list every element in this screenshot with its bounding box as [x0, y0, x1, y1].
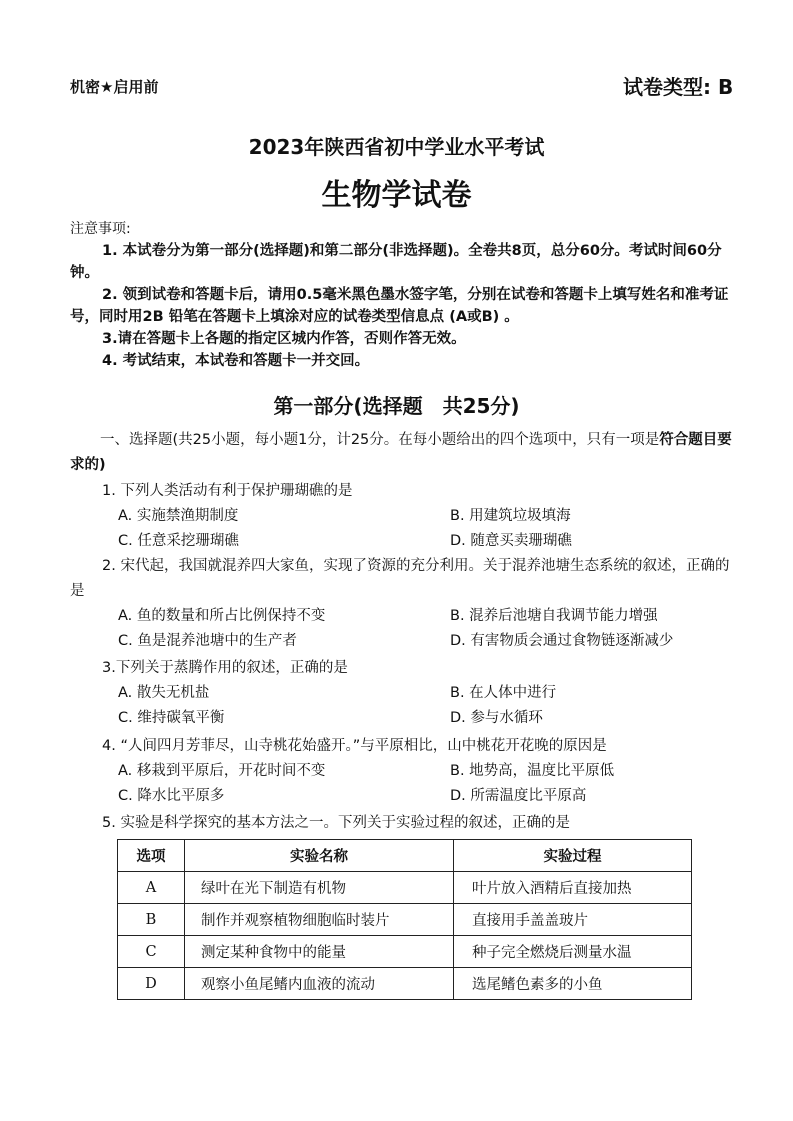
table-cell: D — [118, 968, 185, 1000]
option-c: C. 维持碳氧平衡 — [118, 710, 225, 726]
table-row — [118, 872, 692, 904]
table-row — [118, 968, 692, 1000]
option-row — [70, 604, 738, 629]
option-a: A. 实施禁渔期制度 — [118, 508, 239, 524]
table-cell: B — [118, 904, 185, 936]
table-cell: 直接用手盖盖玻片 — [454, 904, 692, 936]
confidential-label: 机密★启用前 — [70, 78, 159, 96]
table-cell: C — [118, 936, 185, 968]
table-header-row — [118, 840, 692, 872]
table-cell: 叶片放入酒精后直接加热 — [454, 872, 692, 904]
question-1 — [70, 479, 738, 554]
section-intro-bold: 符合题目要求的) — [70, 432, 732, 473]
option-a: A. 散失无机盐 — [118, 685, 210, 701]
option-b: B. 用建筑垃圾填海 — [450, 508, 571, 524]
exam-title: 2023年陕西省初中学业水平考试 — [248, 135, 545, 159]
question-5 — [70, 811, 738, 836]
notice-item: 4. 考试结束，本试卷和答题卡一并交回。 — [102, 353, 370, 369]
option-row — [70, 759, 738, 784]
table-cell: 制作并观察植物细胞临时装片 — [185, 904, 454, 936]
experiment-table — [117, 839, 692, 1000]
option-row — [70, 629, 738, 654]
table-header: 实验过程 — [454, 840, 692, 872]
option-a: A. 鱼的数量和所占比例保持不变 — [118, 608, 326, 624]
option-d: D. 参与水循环 — [450, 710, 543, 726]
table-row — [118, 904, 692, 936]
table-row — [118, 936, 692, 968]
section-intro — [70, 428, 738, 478]
option-c: C. 鱼是混养池塘中的生产者 — [118, 633, 297, 649]
table-header: 实验名称 — [185, 840, 454, 872]
notice-item: 2. 领到试卷和答题卡后，请用0.5毫米黑色墨水签字笔，分别在试卷和答题卡上填写姓名和准考证号，同时用2B 铅笔在答题卡上填涂对应的试卷类型信息点 (A或B) 。 — [70, 287, 729, 325]
question-stem: 2. 宋代起，我国就混养四大家鱼，实现了资源的充分利用。关于混养池塘生态系统的叙述，正确的是 — [70, 558, 730, 599]
notice-item: 3.请在答题卡上各题的指定区城内作答，否则作答无效。 — [102, 331, 466, 347]
option-row — [70, 784, 738, 809]
option-c: C. 降水比平原多 — [118, 788, 225, 804]
table-header: 选项 — [118, 840, 185, 872]
notice-heading: 注意事项: — [70, 221, 131, 237]
option-row — [70, 681, 738, 706]
option-b: B. 在人体中进行 — [450, 685, 557, 701]
option-b: B. 混养后池塘自我调节能力增强 — [450, 608, 658, 624]
question-stem: 5. 实验是科学探究的基本方法之一。下列关于实验过程的叙述，正确的是 — [102, 815, 570, 831]
question-stem: 3.下列关于蒸腾作用的叙述，正确的是 — [102, 660, 348, 676]
table-cell: 选尾鳍色素多的小鱼 — [454, 968, 692, 1000]
option-a: A. 移栽到平原后，开花时间不变 — [118, 763, 326, 779]
question-stem: 1. 下列人类活动有利于保护珊瑚礁的是 — [102, 483, 353, 499]
question-3 — [70, 656, 738, 731]
part-title: 第一部分(选择题 共25分) — [273, 394, 520, 418]
question-4 — [70, 734, 738, 809]
option-d: D. 所需温度比平原高 — [450, 788, 587, 804]
subject-title: 生物学试卷 — [321, 178, 472, 213]
question-2 — [70, 554, 738, 654]
table-cell: A — [118, 872, 185, 904]
table-cell: 测定某种食物中的能量 — [185, 936, 454, 968]
paper-type-label: 试卷类型: B — [623, 75, 734, 99]
option-d: D. 随意买卖珊瑚礁 — [450, 533, 572, 549]
option-c: C. 任意采挖珊瑚礁 — [118, 533, 239, 549]
table-cell: 绿叶在光下制造有机物 — [185, 872, 454, 904]
option-d: D. 有害物质会通过食物链逐渐减少 — [450, 633, 674, 649]
option-row — [70, 504, 738, 529]
section-intro-text: 一、选择题(共25小题，每小题1分，计25分。在每小题给出的四个选项中，只有一项是 — [100, 432, 660, 448]
notice-block — [70, 218, 740, 372]
table-cell: 种子完全燃烧后测量水温 — [454, 936, 692, 968]
question-stem: 4. “人间四月芳菲尽，山寺桃花始盛开。”与平原相比，山中桃花开花晚的原因是 — [102, 738, 607, 754]
notice-item: 1. 本试卷分为第一部分(选择题)和第二部分(非选择题)。全卷共8页，总分60分。考试时间60分钟。 — [70, 243, 722, 281]
option-b: B. 地势高，温度比平原低 — [450, 763, 615, 779]
option-row — [70, 706, 738, 731]
option-row — [70, 529, 738, 554]
table-cell: 观察小鱼尾鳍内血液的流动 — [185, 968, 454, 1000]
